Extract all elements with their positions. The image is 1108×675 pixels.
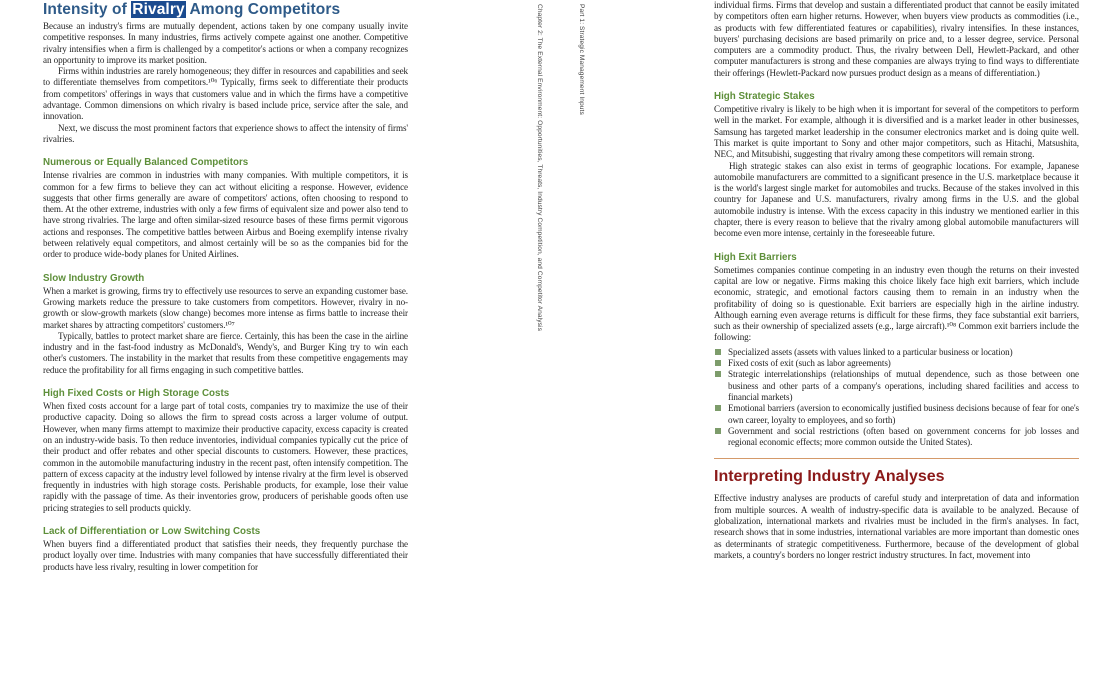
section-heading-balanced: Numerous or Equally Balanced Competitors	[43, 157, 249, 169]
section-heading-differentiation: Lack of Differentiation or Low Switching Costs	[43, 525, 261, 537]
list-item	[714, 426, 1079, 449]
square-bullet-icon	[715, 371, 721, 377]
intro-paragraph: Next, we discuss the most prominent factors that experience shows to affect the intensity of firms' rivalries.	[43, 122, 408, 144]
square-bullet-icon	[715, 405, 721, 411]
section-heading-slow-growth: Slow Industry Growth	[43, 272, 145, 284]
square-bullet-icon	[715, 349, 721, 355]
body-paragraph: When a market is growing, firms try to effectively use resources to serve an expanding customer base. Growing markets reduce the pressure to take customers from competitors. However, rivalry in no-growth or slow-growth markets (slow change) becomes more intense as firms battle to increase their market shares by attracting competitors' customers.¹⁰⁷	[43, 285, 408, 330]
list-item-text: Fixed costs of exit (such as labor agreements)	[728, 358, 891, 369]
list-item-text: Emotional barriers (aversion to economically justified business decisions because of fear for one's own career, loyalty to employees, and so forth)	[728, 403, 1079, 425]
title-highlight[interactable]: Rivalry	[132, 1, 185, 18]
square-bullet-icon	[715, 360, 721, 366]
list-item	[714, 403, 1079, 426]
list-item-text: Strategic interrelationships (relationships of mutual dependence, such as those between one business and other parts of a company's operations, including shared facilities and access to financial markets)	[728, 369, 1079, 402]
part-running-head: Part 1: Strategic Management Inputs	[578, 4, 585, 115]
list-item	[714, 347, 1079, 358]
list-item	[714, 358, 1079, 369]
body-paragraph: Competitive rivalry is likely to be high when it is important for several of the competitors to perform well in the market. For example, although it is diversified and is a market leader in other businesses, Samsung has targeted market leadership in the consumer electronics market and is doing quite well. This market is quite important to Sony and other major competitors, such as Hitachi, Matsushita, NEC, and Mitsubishi, suggesting that rivalry among these competitors will remain strong.	[714, 104, 1079, 160]
intro-paragraph: Firms within industries are rarely homogeneous; they differ in resources and capabilities and seek to differentiate themselves from competitors.¹⁰⁶ Typically, firms seek to differentiate their products from competitors' offerings in ways that customers value and in which the firms have a competitive advantage. Common dimensions on which rivalry is based include price, service after the sale, and innovation.	[43, 66, 408, 122]
body-paragraph: Typically, battles to protect market share are fierce. Certainly, this has been the case in the airline industry and in the fast-food industry as McDonald's, Wendy's, and Burger King try to win each other's customers. The instability in the market that results from these competitive engagements may reduce the profitability for all firms engaging in such competitive battles.	[43, 330, 408, 375]
exit-barriers-list	[714, 347, 1079, 449]
section-heading-exit-barriers: High Exit Barriers	[714, 251, 797, 263]
right-column	[714, 0, 1079, 561]
section-heading-fixed-costs: High Fixed Costs or High Storage Costs	[43, 388, 230, 400]
body-paragraph: Intense rivalries are common in industries with many companies. With multiple competitors, it is common for a few firms to believe they can act without eliciting a response. However, evidence suggests that other firms generally are aware of competitors' actions, often choosing to respond to them. At the other extreme, industries with only a few firms of equivalent size and power also tend to have strong rivalries. The large and often similar-sized resource bases of these firms permit vigorous actions and responses. The competitive battles between Airbus and Boeing exemplify intense rivalry between relatively equal competitors, and almost certainly will be so as the companies bid for the order to produce wide-body planes for United Airlines.	[43, 170, 408, 260]
list-item-text: Specialized assets (assets with values linked to a particular business or location)	[728, 346, 1013, 357]
list-item	[714, 369, 1079, 403]
body-paragraph: High strategic stakes can also exist in terms of geographic locations. For example, Japanese automobile manufacturers are committed to a significant presence in the U.S. marketplace because it is the world's largest single market for automobiles and trucks. Because of the stakes involved in this country for Japanese and U.S. manufacturers, rivalry among firms in the U.S. and the global automobile industry is intense. With the excess capacity in this industry we mentioned earlier in this chapter, there is every reason to believe that the rivalry among global automobile manufacturers will become even more intense, certainly in the foreseeable future.	[714, 160, 1079, 239]
body-paragraph: individual firms. Firms that develop and sustain a differentiated product that cannot be easily imitated by competitors often earn higher returns. However, when buyers view products as commodities (i.e., as products with few differentiated features or capabilities), rivalry intensifies. In these instances, buyers' purchasing decisions are based primarily on price and, to a lesser degree, service. Personal computers are a commodity product. Thus, the rivalry between Dell, Hewlett-Packard, and other computer manufacturers is strong and these companies are always trying to find ways to differentiate their offerings (Hewlett-Packard now pursues product design as a means of differentiation.)	[714, 0, 1079, 78]
section-heading-strategic-stakes: High Strategic Stakes	[714, 91, 815, 103]
title-post: Among Competitors	[185, 1, 341, 18]
body-paragraph: When buyers find a differentiated product that satisfies their needs, they frequently purchase the product loyally over time. Industries with many companies that have successfully differentiated their products have less rivalry, resulting in lower competition for	[43, 538, 408, 572]
body-paragraph: Effective industry analyses are products of careful study and interpretation of data and information from multiple sources. A wealth of industry-specific data is available to be analyzed. Because of globalization, international markets and rivalries must be included in the firm's analyses. In fact, research shows that in some industries, international variables are more important than domestic ones as determinants of strategic competitiveness. Furthermore, because of the development of global markets, a country's borders no longer restrict industry structures. In fact, movement into	[714, 493, 1079, 560]
left-column	[43, 0, 408, 573]
title-pre: Intensity of	[43, 1, 132, 18]
page-title	[43, 0, 408, 19]
section-divider	[714, 458, 1079, 459]
body-paragraph: Sometimes companies continue competing in an industry even though the returns on their invested capital are low or negative. Firms making this choice likely face high exit barriers, which include economic, strategic, and emotional factors causing them to remain in an industry when the profitability of doing so is questionable. Exit barriers are especially high in the airline industry. Although earning even average returns is difficult for these firms, they face substantial exit barriers, such as their ownership of specialized assets (e.g., large aircraft).¹⁰⁸ Common exit barriers include the following:	[714, 264, 1079, 343]
body-paragraph: When fixed costs account for a large part of total costs, companies try to maximize the use of their productive capacity. Doing so allows the firm to spread costs across a larger volume of output. However, when many firms attempt to maximize their productive capacity, excess capacity is created on an industry-wide basis. To then reduce inventories, individual companies typically cut the price of their product and offer rebates and other special discounts to customers. However, these practices, common in the automobile manufacturing industry in the recent past, often intensify competition. The pattern of excess capacity at the industry level followed by intense rivalry at the firm level is observed frequently in industries with high storage costs. Perishable products, for example, lose their value rapidly with the passage of time. As their inventories grow, producers of perishable goods often use pricing strategies to sell products quickly.	[43, 401, 408, 513]
intro-paragraph: Because an industry's firms are mutually dependent, actions taken by one company usually invite competitive responses. In many industries, firms actively compete against one another. Competitive rivalry intensifies when a firm is challenged by a competitor's actions or when a company recognizes an opportunity to improve its market position.	[43, 21, 408, 65]
square-bullet-icon	[715, 428, 721, 434]
section-heading-interpreting: Interpreting Industry Analyses	[714, 468, 945, 486]
list-item-text: Government and social restrictions (often based on government concerns for job losses and regional economic effects; more common outside the United States).	[728, 425, 1079, 448]
chapter-running-head: Chapter 2: The External Environment: Opportunities, Threats, Industry Competition, and Competitor Analysis	[536, 4, 543, 332]
